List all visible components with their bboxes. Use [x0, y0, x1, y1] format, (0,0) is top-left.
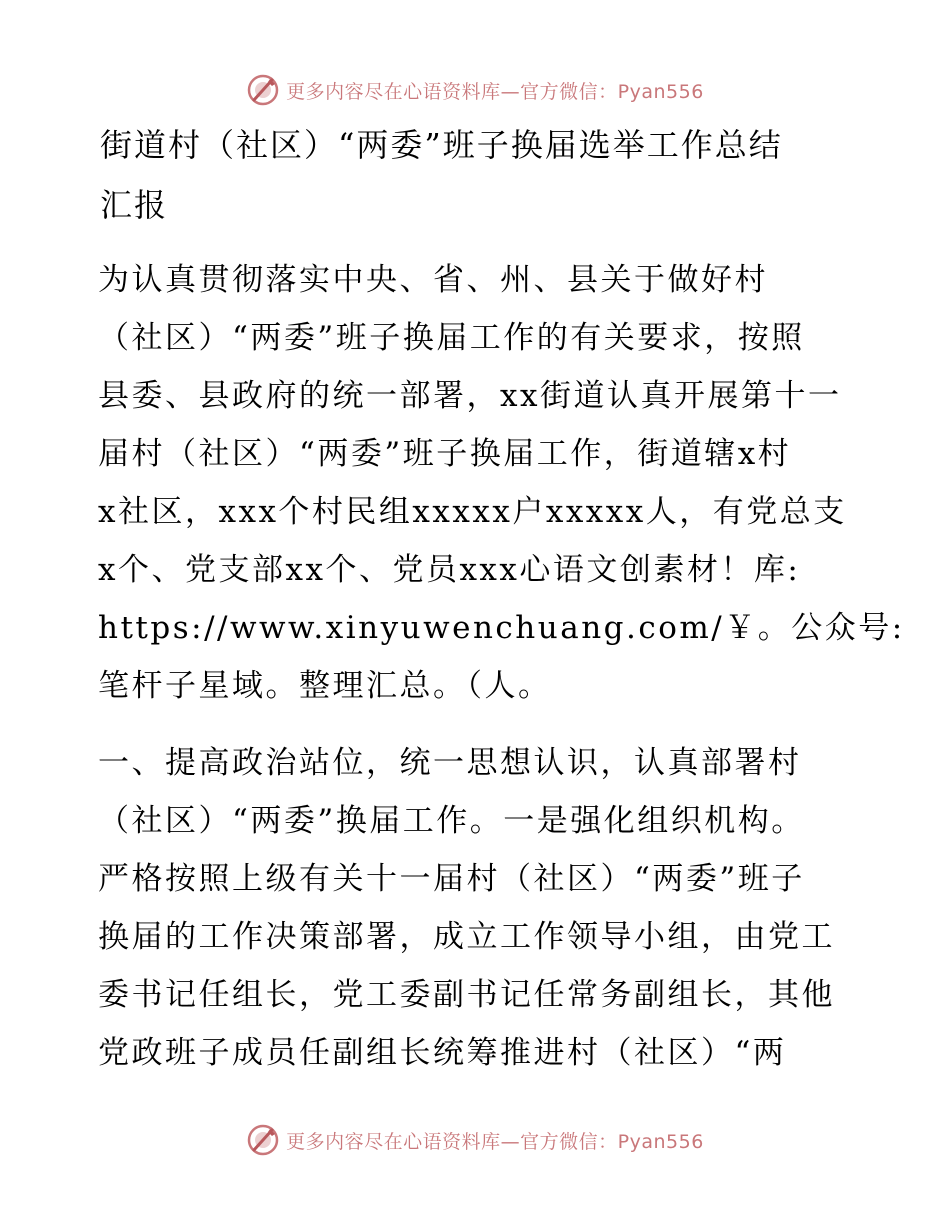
footer-watermark — [0, 1120, 950, 1160]
paragraph2-line-6: 党政班子成员任副组长统筹推进村（社区）“两 — [98, 1035, 787, 1071]
paragraph2-line-5: 委书记任组长，党工委副书记任常务副组长，其他 — [98, 977, 835, 1013]
paragraph1-line-8: 笔杆子星域。整理汇总。（人。 — [98, 668, 552, 704]
paragraph2-line-2: （社区）“两委”换届工作。一是强化组织机构。 — [98, 803, 805, 839]
pen-seal-logo-icon — [246, 73, 280, 107]
paragraph2-line-1: 一、提高政治站位，统一思想认识，认真部署村 — [98, 745, 802, 781]
watermark-text: 更多内容尽在心语资料库—官方微信：Pyan556 — [286, 1130, 704, 1153]
paragraph1-line-6: x个、党支部xx个、党员xxx心语文创素材！库: — [98, 552, 801, 588]
paragraph2-line-4: 换届的工作决策部署，成立工作领导小组，由党工 — [98, 919, 835, 955]
pen-seal-logo-icon — [246, 1123, 280, 1157]
watermark-text: 更多内容尽在心语资料库—官方微信：Pyan556 — [286, 80, 704, 103]
paragraph1-line-7: https://www.xinyuwenchuang.com/￥。公众号: — [98, 610, 905, 646]
paragraph1-line-4: 届村（社区）“两委”班子换届工作，街道辖x村 — [98, 436, 792, 472]
document-title-line-1: 街道村（社区）“两委”班子换届选举工作总结 — [100, 126, 783, 164]
paragraph2-line-3: 严格按照上级有关十一届村（社区）“两委”班子 — [98, 861, 805, 897]
paragraph1-line-3: 县委、县政府的统一部署，xx街道认真开展第十一 — [98, 378, 842, 414]
paragraph1-line-2: （社区）“两委”班子换届工作的有关要求，按照 — [98, 320, 805, 356]
paragraph1-line-5: x社区，xxx个村民组xxxxx户xxxxx人，有党总支 — [98, 494, 847, 530]
document-title-line-2: 汇报 — [100, 186, 169, 224]
header-watermark — [0, 70, 950, 110]
paragraph1-line-1: 为认真贯彻落实中央、省、州、县关于做好村 — [98, 262, 768, 298]
